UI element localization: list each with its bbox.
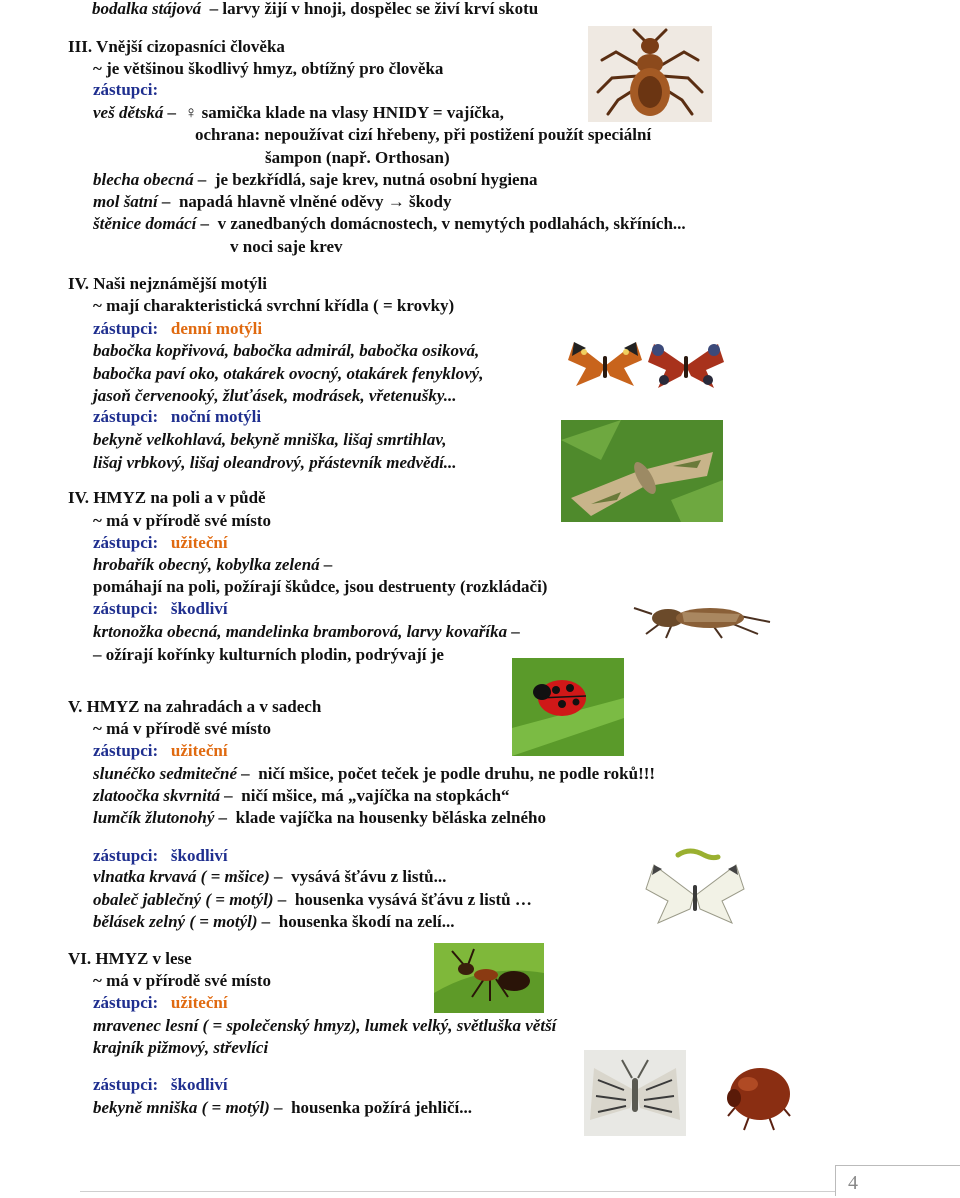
text-line xyxy=(93,103,504,123)
butterfly-image xyxy=(566,336,644,396)
insect-description: ničí mšice, počet teček je podle druhu, ne podle roků!!! xyxy=(258,764,656,783)
text-line: ~ má v přírodě své místo xyxy=(93,511,272,530)
zastupci-label: zástupci: xyxy=(93,993,159,1012)
insect-name: zlatoočka skvrnitá – xyxy=(93,786,233,805)
text-line: krajník pižmový, střevlíci xyxy=(93,1038,269,1057)
footer-rule xyxy=(80,1191,836,1192)
insect-description: klade vajíčka na housenky běláska zelného xyxy=(235,808,546,827)
text-line: ochrana: nepoužívat cizí hřebeny, při postižení použít speciální xyxy=(195,125,652,144)
section-heading-field-insects: IV. HMYZ na poli a v půdě xyxy=(68,488,266,507)
ant-image xyxy=(434,943,544,1013)
section-heading-external-parasites: III. Vnější cizopasníci člověka xyxy=(68,37,285,56)
insect-name: bodalka stájová xyxy=(92,0,202,18)
text-line: babočka kopřivová, babočka admirál, babočka osiková, xyxy=(93,341,480,360)
category-label: noční motýli xyxy=(170,407,262,426)
insect-description: housenka škodí na zelí... xyxy=(278,912,455,931)
category-label: užiteční xyxy=(170,533,228,552)
cabbage-white-image xyxy=(638,845,752,941)
butterfly-image xyxy=(646,336,726,396)
text-line: – ožírají kořínky kulturních plodin, podrývají je xyxy=(93,645,444,664)
text-line xyxy=(93,319,262,339)
nun-moth-image xyxy=(584,1050,686,1136)
louse-image xyxy=(588,26,712,122)
text-line: bekyně velkohlavá, bekyně mniška, lišaj smrtihlav, xyxy=(93,430,447,449)
insect-name: veš dětská – xyxy=(93,103,177,122)
text-line xyxy=(93,808,546,828)
zastupci-label: zástupci: xyxy=(93,846,159,865)
insect-name: lumčík žlutonohý – xyxy=(93,808,228,827)
page-number: 4 xyxy=(848,1172,858,1194)
insect-name: obaleč jablečný ( = motýl) – xyxy=(93,890,287,909)
text-line: šampon (např. Orthosan) xyxy=(265,148,450,167)
section-heading-garden-insects: V. HMYZ na zahradách a v sadech xyxy=(68,697,322,716)
mole-cricket-image xyxy=(632,600,772,640)
text-line xyxy=(93,192,452,212)
insect-description: ♀ samička klade na vlasy HNIDY = vajíčka, xyxy=(184,103,504,122)
zastupci-label: zástupci: xyxy=(93,533,159,552)
insect-description: vysává šťávu z listů... xyxy=(291,867,447,886)
text-line xyxy=(93,890,532,910)
insect-name: bekyně mniška ( = motýl) – xyxy=(93,1098,283,1117)
insect-name: blecha obecná – xyxy=(93,170,207,189)
page-number-box xyxy=(835,1165,960,1196)
category-label: užiteční xyxy=(170,741,228,760)
text-line: jasoň červenooký, žluťásek, modrásek, vřetenušky... xyxy=(93,386,457,405)
text-line xyxy=(93,867,446,887)
insect-name: štěnice domácí – xyxy=(93,214,210,233)
zastupci-label: zástupci: xyxy=(93,319,159,338)
insect-description: – larvy žijí v hnoji, dospělec se živí krví skotu xyxy=(209,0,539,18)
text-line: v noci saje krev xyxy=(230,237,343,256)
category-label: denní motýli xyxy=(170,319,263,338)
bark-beetle-image xyxy=(724,1054,794,1136)
insect-name: vlnatka krvavá ( = mšice) – xyxy=(93,867,283,886)
insect-description: v zanedbaných domácnostech, v nemytých podlahách, skříních... xyxy=(217,214,686,233)
insect-name: mol šatní – xyxy=(93,192,171,211)
section-heading-butterflies: IV. Naši nejznámější motýli xyxy=(68,274,267,293)
text-line: ~ je většinou škodlivý hmyz, obtížný pro člověka xyxy=(93,59,444,78)
zastupci-label: zástupci: xyxy=(93,599,159,618)
zastupci-label: zástupci: xyxy=(93,407,159,426)
zastupci-label: zástupci: xyxy=(93,741,159,760)
text-line: krtonožka obecná, mandelinka bramborová, larvy kovaříka – xyxy=(93,622,520,641)
category-label: škodliví xyxy=(170,599,228,618)
text-line xyxy=(92,0,538,19)
category-label: škodliví xyxy=(170,846,228,865)
text-line xyxy=(93,741,228,761)
text-line xyxy=(93,846,228,866)
text-line xyxy=(93,407,261,427)
text-line xyxy=(93,912,455,932)
section-heading-forest-insects: VI. HMYZ v lese xyxy=(68,949,192,968)
category-label: užiteční xyxy=(170,993,228,1012)
text-line: babočka paví oko, otakárek ovocný, otakárek fenyklový, xyxy=(93,364,484,383)
zastupci-label: zástupci: xyxy=(93,1075,159,1094)
text-line xyxy=(93,170,538,190)
text-line xyxy=(93,1098,472,1118)
text-line xyxy=(93,993,228,1013)
moth-image xyxy=(561,420,723,522)
text-line xyxy=(93,786,510,806)
zastupci-label: zástupci: xyxy=(93,80,159,99)
text-line: ~ má v přírodě své místo xyxy=(93,971,272,990)
text-line: ~ má v přírodě své místo xyxy=(93,719,272,738)
insect-name: slunéčko sedmitečné – xyxy=(93,764,250,783)
text-line xyxy=(93,764,655,784)
insect-description: housenka vysává šťávu z listů … xyxy=(294,890,532,909)
insect-description: housenka požírá jehličí... xyxy=(291,1098,472,1117)
insect-description: je bezkřídlá, saje krev, nutná osobní hygiena xyxy=(214,170,538,189)
text-line: hrobařík obecný, kobylka zelená – xyxy=(93,555,333,574)
text-line: lišaj vrbkový, lišaj oleandrový, přástevník medvědí... xyxy=(93,453,457,472)
text-line: ~ mají charakteristická svrchní křídla ( = krovky) xyxy=(93,296,455,315)
text-line: pomáhají na poli, požírají škůdce, jsou destruenty (rozkládači) xyxy=(93,577,548,596)
text-line: mravenec lesní ( = společenský hmyz), lumek velký, světluška větší xyxy=(93,1016,557,1035)
ladybird-image xyxy=(512,658,624,756)
insect-description: napadá hlavně vlněné oděvy → škody xyxy=(178,192,452,211)
insect-description: ničí mšice, má „vajíčka na stopkách“ xyxy=(241,786,510,805)
text-line xyxy=(93,1075,228,1095)
category-label: škodliví xyxy=(170,1075,228,1094)
insect-name: bělásek zelný ( = motýl) – xyxy=(93,912,271,931)
text-line xyxy=(93,599,228,619)
text-line xyxy=(93,533,228,553)
text-line xyxy=(93,214,686,234)
